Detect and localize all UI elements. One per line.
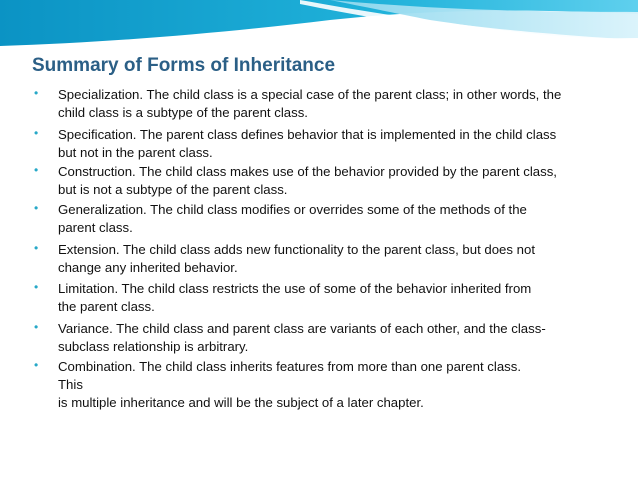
bullet-text: Combination. The child class inherits features from more than one parent class. This is multiple inheritance and will be the subject of a later chapter. — [58, 359, 522, 410]
bullet-text: Extension. The child class adds new functionality to the parent class, but does not change any inherited behavior. — [58, 242, 535, 275]
bullet-marker: • — [34, 320, 39, 334]
bullet-marker: • — [34, 86, 39, 100]
bullet-text: Variance. The child class and parent class are variants of each other, and the class- subclass relationship is arbitrary. — [58, 321, 546, 354]
bullet-text: Specification. The parent class defines behavior that is implemented in the child class but not in the parent class. — [58, 127, 557, 160]
slide-title: Summary of Forms of Inheritance — [32, 55, 336, 76]
bullet-marker: • — [34, 280, 39, 294]
bullet-text: Generalization. The child class modifies or overrides some of the methods of the parent class. — [58, 202, 527, 235]
bullet-text: Limitation. The child class restricts the use of some of the behavior inherited from the parent class. — [58, 281, 532, 314]
bullet-marker: • — [34, 126, 39, 140]
bullet-marker: • — [34, 163, 39, 177]
bullet-text: Specialization. The child class is a special case of the parent class; in other words, the child class is a subtype of the parent class. — [58, 87, 562, 120]
bullet-marker: • — [34, 201, 39, 215]
bullet-text: Construction. The child class makes use of the behavior provided by the parent class, but is not a subtype of the parent class. — [58, 164, 557, 197]
bullet-marker: • — [34, 241, 39, 255]
bullet-marker: • — [34, 358, 39, 372]
